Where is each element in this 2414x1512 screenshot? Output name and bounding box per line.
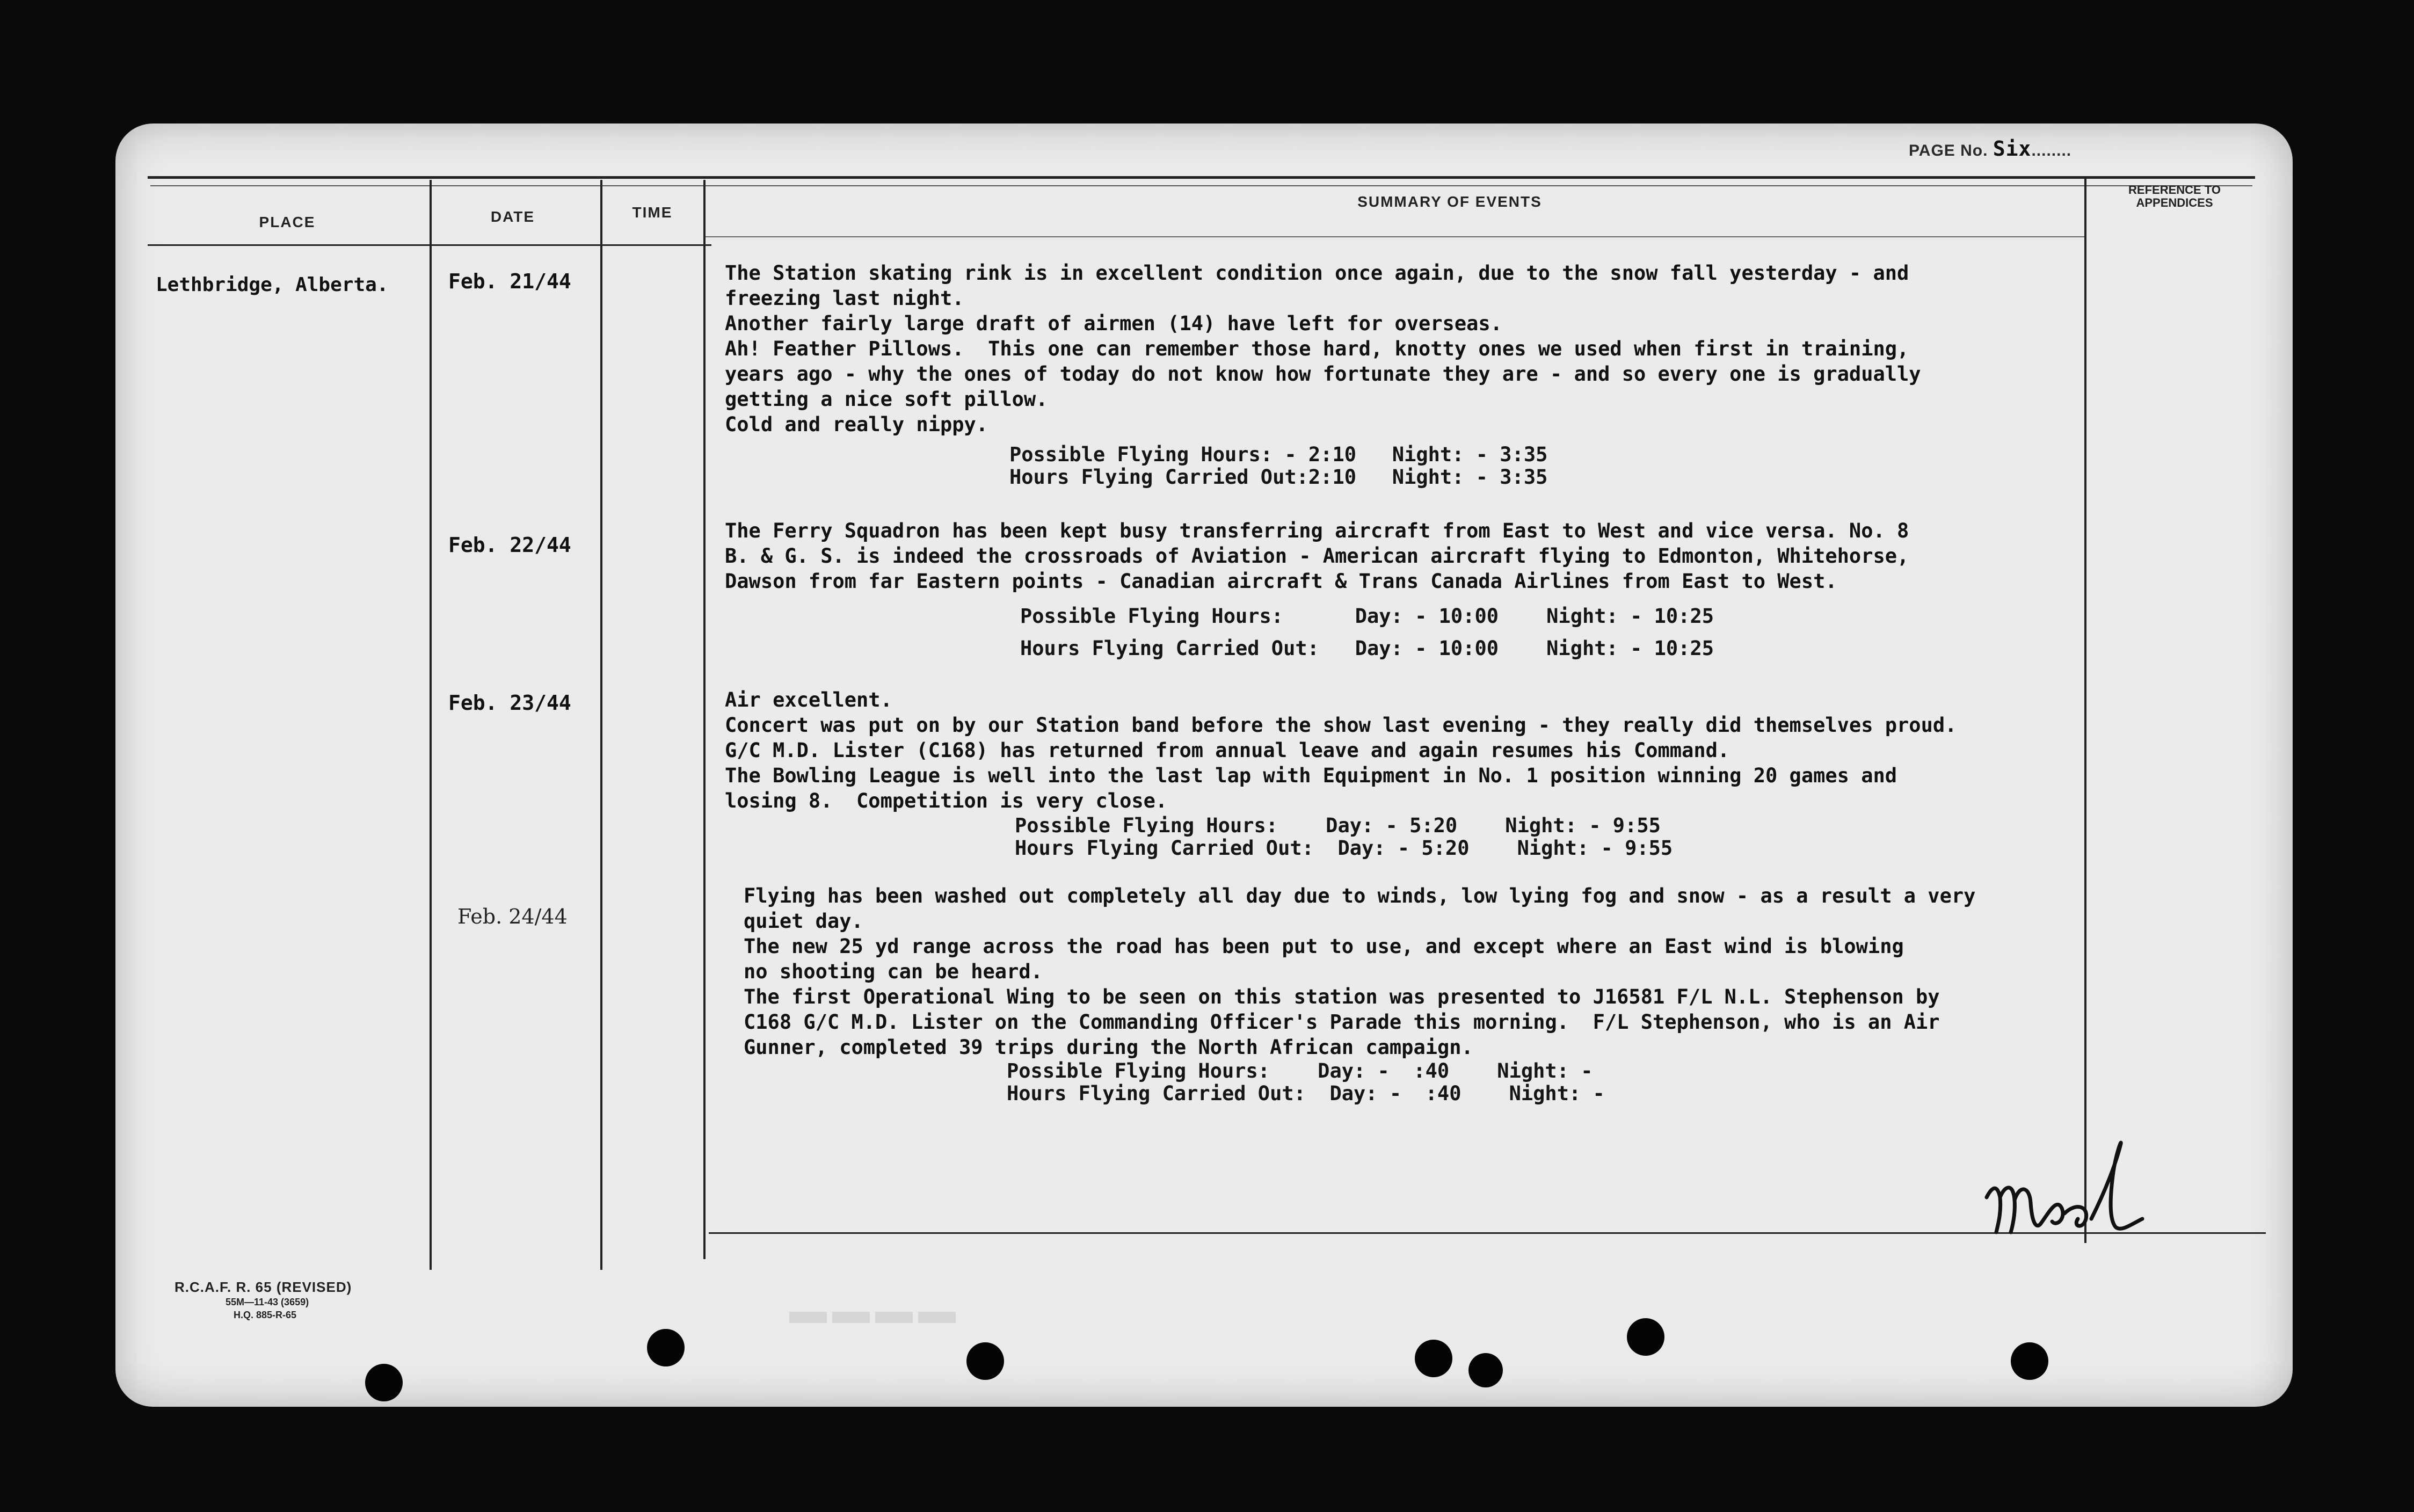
summary-line: Flying has been washed out completely all day due to winds, low lying fog and snow - as a result a very <box>744 884 1976 907</box>
summary-line: Ah! Feather Pillows. This one can remember those hard, knotty ones we used when first in training, <box>725 337 1909 360</box>
header-top-rule <box>148 176 2255 179</box>
summary-entry <box>725 687 2089 860</box>
entry-date: Feb. 21/44 <box>448 270 571 293</box>
summary-line: getting a nice soft pillow. <box>725 388 1048 411</box>
header-top-rule-thin <box>150 185 2252 186</box>
binding-hole <box>1627 1318 1664 1356</box>
summary-line: The new 25 yd range across the road has been put to use, and except where an East wind is blowing <box>744 935 1904 958</box>
summary-entry <box>725 518 2089 665</box>
binding-hole <box>2011 1342 2048 1380</box>
binding-hole <box>966 1342 1004 1380</box>
summary-entry <box>744 883 2107 1105</box>
summary-line: Cold and really nippy. <box>725 413 988 436</box>
reference-column-header: REFERENCE TO APPENDICES <box>2128 183 2221 209</box>
summary-line: G/C M.D. Lister (C168) has returned from annual leave and again resumes his Command. <box>725 739 1730 762</box>
flying-hours-possible: Possible Flying Hours: Day: - :40 Night: - <box>1007 1059 1593 1082</box>
summary-line: The Bowling League is well into the last lap with Equipment in No. 1 position winning 20 games and <box>725 764 1897 787</box>
summary-entry <box>725 260 2089 489</box>
entry-date: Feb. 24/44 <box>457 905 568 928</box>
summary-line: Dawson from far Eastern points - Canadian aircraft & Trans Canada Airlines from East to West. <box>725 570 1837 593</box>
summary-line: C168 G/C M.D. Lister on the Commanding Officer's Parade this morning. F/L Stephenson, who is an Air <box>744 1011 1940 1034</box>
binding-hole <box>365 1364 403 1401</box>
summary-line: years ago - why the ones of today do not know how fortunate they are - and so every one is gradually <box>725 362 1921 386</box>
summary-line: Concert was put on by our Station band before the show last evening - they really did themselves proud. <box>725 714 1957 737</box>
place-column-header: PLACE <box>259 214 316 230</box>
place-date-divider <box>430 180 432 1270</box>
flying-hours-possible: Possible Flying Hours: - 2:10 Night: - 3:35 <box>1009 443 1548 466</box>
handwritten-initials <box>1981 1133 2158 1240</box>
summary-line: The first Operational Wing to be seen on this station was presented to J16581 F/L N.L. Stephenson by <box>744 985 1940 1008</box>
binding-hole <box>1468 1353 1503 1387</box>
summary-line: Air excellent. <box>725 688 892 711</box>
summary-line: no shooting can be heard. <box>744 960 1043 983</box>
summary-line: The Ferry Squadron has been kept busy transferring aircraft from East to West and vice versa. No. 8 <box>725 519 1909 542</box>
date-time-divider <box>600 180 602 1270</box>
page-number-label: PAGE No. <box>1909 142 1988 159</box>
flying-hours-possible: Possible Flying Hours: Day: - 10:00 Night: - 10:25 <box>1020 605 1714 628</box>
binding-hole <box>1415 1340 1452 1377</box>
flying-hours-carried-out: Hours Flying Carried Out: Day: - :40 Night: - <box>1007 1082 1605 1105</box>
flying-hours-carried-out: Hours Flying Carried Out: Day: - 10:00 Night: - 10:25 <box>1020 637 1714 660</box>
form-print-run: 55M—11-43 (3659) <box>226 1297 309 1307</box>
summary-line: Another fairly large draft of airmen (14) have left for overseas. <box>725 312 1502 335</box>
summary-line: B. & G. S. is indeed the crossroads of Aviation - American aircraft flying to Edmonton, Whitehorse, <box>725 544 1909 568</box>
binding-hole <box>647 1329 685 1366</box>
summary-column-header: SUMMARY OF EVENTS <box>1357 193 1542 210</box>
time-summary-divider <box>703 180 706 1259</box>
entry-date: Feb. 22/44 <box>448 533 571 557</box>
form-hq-reference: H.Q. 885-R-65 <box>234 1310 297 1320</box>
summary-line: freezing last night. <box>725 287 964 310</box>
form-identifier <box>174 1279 352 1321</box>
page-number-dots: ........ <box>2031 142 2072 159</box>
place-value: Lethbridge, Alberta. <box>156 274 389 296</box>
entry-date: Feb. 23/44 <box>448 691 571 715</box>
summary-line: losing 8. Competition is very close. <box>725 789 1168 812</box>
date-column-header: DATE <box>490 208 535 225</box>
summary-line: quiet day. <box>744 910 863 933</box>
page-number <box>1909 137 2071 161</box>
bleed-through-stamp: ▬▬▬▬ <box>789 1289 961 1331</box>
flying-hours-carried-out: Hours Flying Carried Out: Day: - 5:20 Night: - 9:55 <box>1015 837 1673 860</box>
flying-hours-carried-out: Hours Flying Carried Out:2:10 Night: - 3:35 <box>1009 466 1548 489</box>
summary-line: The Station skating rink is in excellent condition once again, due to the snow fall yesterday - and <box>725 261 1909 285</box>
summary-header-bottom-rule <box>703 236 2086 237</box>
summary-line: Gunner, completed 39 trips during the North African campaign. <box>744 1036 1473 1059</box>
time-column-header: TIME <box>632 204 673 221</box>
form-number: R.C.A.F. R. 65 (REVISED) <box>174 1279 352 1295</box>
page-number-value: Six <box>1993 137 2032 161</box>
flying-hours-possible: Possible Flying Hours: Day: - 5:20 Night: - 9:55 <box>1015 814 1661 837</box>
